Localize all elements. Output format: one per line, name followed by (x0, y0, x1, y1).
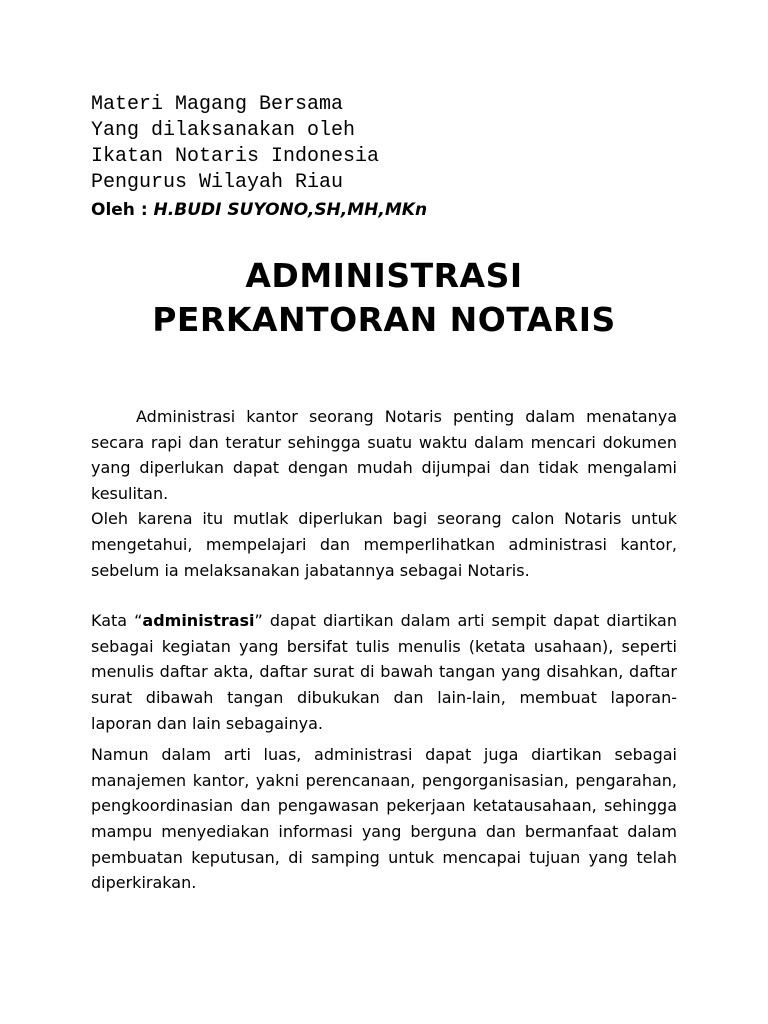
header-line-4: Pengurus Wilayah Riau (91, 171, 344, 194)
author-line (91, 198, 691, 222)
header-line-1: Materi Magang Bersama (91, 93, 344, 116)
paragraph-3-rest: ” dapat diartikan dalam arti sempit dapat diartikan sebagai kegiatan yang bersifat tulis menulis (ketata usahaan), seperti menulis daftar akta, daftar surat di bawah tangan yang disahkan, daftar surat dibawah tangan dibukukan dan lain-lain, membuat laporan-laporan dan lain sebagainya. (91, 611, 678, 733)
paragraph-3-lead: Kata “ (91, 611, 143, 631)
document-title (0, 254, 768, 342)
paragraph-2: Oleh karena itu mutlak diperlukan bagi seorang calon Notaris untuk mengetahui, mempelajari dan memperlihatkan administrasi kantor, sebelum ia melaksanakan jabatannya sebagai Notaris. (91, 509, 677, 580)
paragraph-spacer (91, 583, 677, 608)
author-prefix: Oleh : (91, 200, 154, 220)
header-line-2: Yang dilaksanakan oleh (91, 119, 356, 142)
paragraph-4: Namun dalam arti luas, administrasi dapat juga diartikan sebagai manajemen kantor, yakni perencanaan, pengorganisasian, pengarahan, pengkoordinasian dan pengawasan pekerjaan ketatausahaan, sehingga mampu menyediakan informasi yang berguna dan bermanfaat dalam pembuatan keputusan, di samping untuk mencapai tujuan yang telah diperkirakan. (91, 745, 677, 893)
header-line-3: Ikatan Notaris Indonesia (91, 145, 380, 168)
paragraph-3 (91, 608, 677, 736)
title-line-1: ADMINISTRASI (245, 256, 523, 295)
term-administrasi: administrasi (142, 611, 255, 631)
document-header (91, 92, 691, 222)
document-body (91, 404, 677, 896)
paragraph-1: Administrasi kantor seorang Notaris penting dalam menatanya secara rapi dan teratur sehingga suatu waktu dalam mencari dokumen yang diperlukan dapat dengan mudah dijumpai dan tidak mengalami kesulitan. (91, 407, 677, 503)
title-line-2: PERKANTORAN NOTARIS (152, 300, 616, 339)
author-name: H.BUDI SUYONO,SH,MH,MKn (153, 200, 428, 220)
